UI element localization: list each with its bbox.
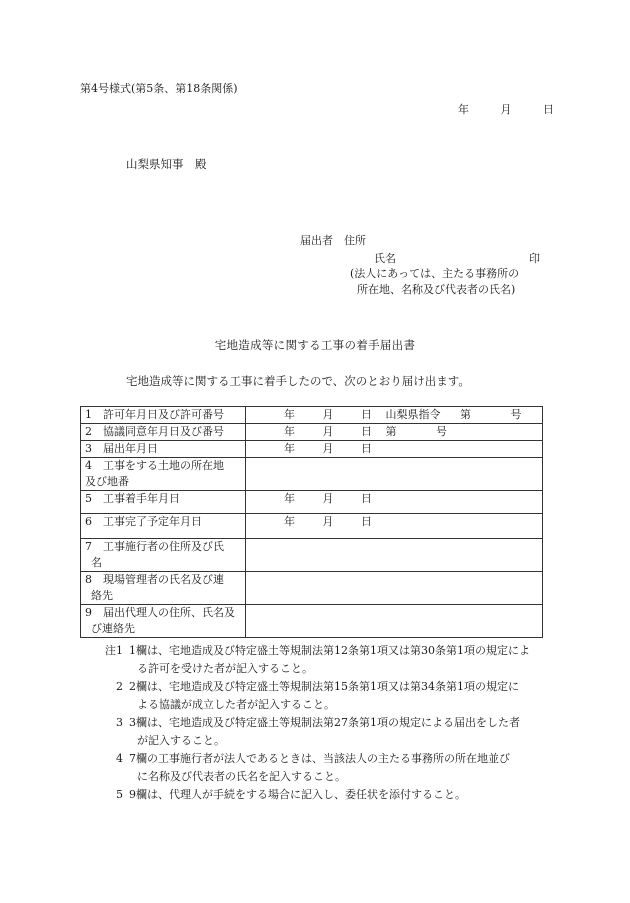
row3-label: 3 届出年月日: [81, 441, 246, 458]
corp-note-line2: 所在地、名称及び代表者の氏名): [357, 283, 516, 296]
row7-value[interactable]: [246, 539, 543, 572]
permit-designation: 山梨県指令: [385, 408, 441, 421]
note-line1: 1欄は、宅地造成及び特定盛土等規制法第12条第1項又は第30条第1項の規定によ: [129, 644, 530, 657]
number-suffix: 号: [510, 408, 522, 421]
row5-label: 5 工事着手年月日: [81, 491, 246, 514]
table-row: [81, 514, 543, 539]
seal-mark: 印: [529, 252, 540, 265]
date-year-unit: 年: [458, 103, 469, 116]
table-row: [81, 605, 543, 638]
note-text: [129, 714, 548, 750]
day-unit: 日: [361, 425, 372, 438]
note-line2: が記入すること。: [137, 734, 225, 747]
note-text: [129, 642, 548, 678]
note-line2: に名称及び代表者の氏名を記入すること。: [137, 770, 346, 783]
notifier-name-label: 氏名: [374, 252, 396, 265]
month-unit: 月: [322, 442, 334, 455]
date-day-unit: 日: [543, 103, 554, 116]
row5-value[interactable]: [246, 491, 543, 514]
row9-label-line1: 9 届出代理人の住所、氏名及: [85, 606, 235, 619]
year-unit: 年: [284, 492, 295, 505]
month-unit: 月: [322, 425, 334, 438]
month-unit: 月: [322, 515, 334, 528]
row2-value[interactable]: [246, 424, 543, 441]
row1-value[interactable]: [246, 407, 543, 424]
row3-value[interactable]: [246, 441, 543, 458]
table-row: [81, 441, 543, 458]
table-row: [81, 572, 543, 605]
note-number: 2: [116, 680, 123, 693]
row9-label-line2: び連絡先: [91, 622, 135, 635]
table-row: [81, 424, 543, 441]
notes-section: [88, 642, 548, 804]
note-text: [129, 678, 548, 714]
day-unit: 日: [361, 515, 372, 528]
number-prefix: 第: [460, 408, 471, 421]
row7-label-line2: 名: [91, 556, 102, 569]
intro-text: 宅地造成等に関する工事に着手したので、次のとおり届け出ます。: [126, 374, 470, 388]
year-unit: 年: [284, 425, 295, 438]
addressee: 山梨県知事 殿: [126, 157, 207, 171]
note-item: [88, 786, 548, 804]
note-item: [88, 678, 548, 714]
month-unit: 月: [322, 408, 334, 421]
row7-label-line1: 7 工事施行者の住所及び氏: [85, 540, 224, 553]
note-text: [129, 750, 548, 786]
row7-label: [81, 539, 246, 572]
month-unit: 月: [322, 492, 334, 505]
year-unit: 年: [284, 515, 295, 528]
row9-label: [81, 605, 246, 638]
notification-table: [80, 406, 543, 638]
number-suffix: 号: [436, 425, 447, 438]
note-line1: 3欄は、宅地造成及び特定盛土等規制法第27条第1項の規定による届出をした者: [129, 716, 520, 729]
row1-label: 1 許可年月日及び許可番号: [81, 407, 246, 424]
row2-label: 2 協議同意年月日及び番号: [81, 424, 246, 441]
row8-value[interactable]: [246, 572, 543, 605]
table-row: [81, 539, 543, 572]
row4-value[interactable]: [246, 458, 543, 491]
row4-label: [81, 458, 246, 491]
note-number: 3: [116, 716, 123, 729]
note-item: [88, 750, 548, 786]
note-line1: 9欄は、代理人が手続をする場合に記入し、委任状を添付すること。: [129, 788, 466, 801]
year-unit: 年: [284, 442, 295, 455]
note-line2: よる協議が成立した者が記入すること。: [137, 698, 335, 711]
number-prefix: 第: [385, 425, 397, 438]
document-title: 宅地造成等に関する工事の着手届出書: [214, 338, 416, 352]
row8-label-line2: 絡先: [91, 589, 113, 602]
note-text: [129, 786, 548, 804]
row6-value[interactable]: [246, 514, 543, 539]
table-row: [81, 458, 543, 491]
note-line1: 7欄の工事施行者が法人であるときは、当該法人の主たる事務所の所在地並び: [129, 752, 510, 765]
form-number-label: 第4号様式(第5条、第18条関係): [80, 82, 238, 95]
notifier-name-row: [374, 250, 540, 266]
row8-label-line1: 8 現場管理者の氏名及び連: [85, 573, 224, 586]
note-line1: 2欄は、宅地造成及び特定盛土等規制法第15条第1項又は第34条第1項の規定に: [129, 680, 519, 693]
note-number: 4: [116, 752, 123, 765]
row4-label-line2: 及び地番: [85, 475, 129, 488]
year-unit: 年: [284, 408, 295, 421]
date-month-unit: 月: [500, 103, 512, 116]
row4-label-line1: 4 工事をする土地の所在地: [85, 459, 224, 472]
row6-label: 6 工事完了予定年月日: [81, 514, 246, 539]
day-unit: 日: [361, 408, 372, 421]
note-item: [88, 642, 548, 678]
note-number: 5: [116, 788, 123, 801]
note-line2: る許可を受けた者が記入すること。: [137, 662, 313, 675]
table-row: [81, 491, 543, 514]
row8-label: [81, 572, 246, 605]
table-row: [81, 407, 543, 424]
submission-date: [458, 101, 554, 117]
day-unit: 日: [361, 442, 372, 455]
row9-value[interactable]: [246, 605, 543, 638]
note-number: 注1: [105, 644, 123, 657]
corp-note-line1: (法人にあっては、主たる事務所の: [350, 267, 520, 280]
note-item: [88, 714, 548, 750]
notifier-address-label: 届出者 住所: [300, 234, 366, 247]
day-unit: 日: [361, 492, 372, 505]
